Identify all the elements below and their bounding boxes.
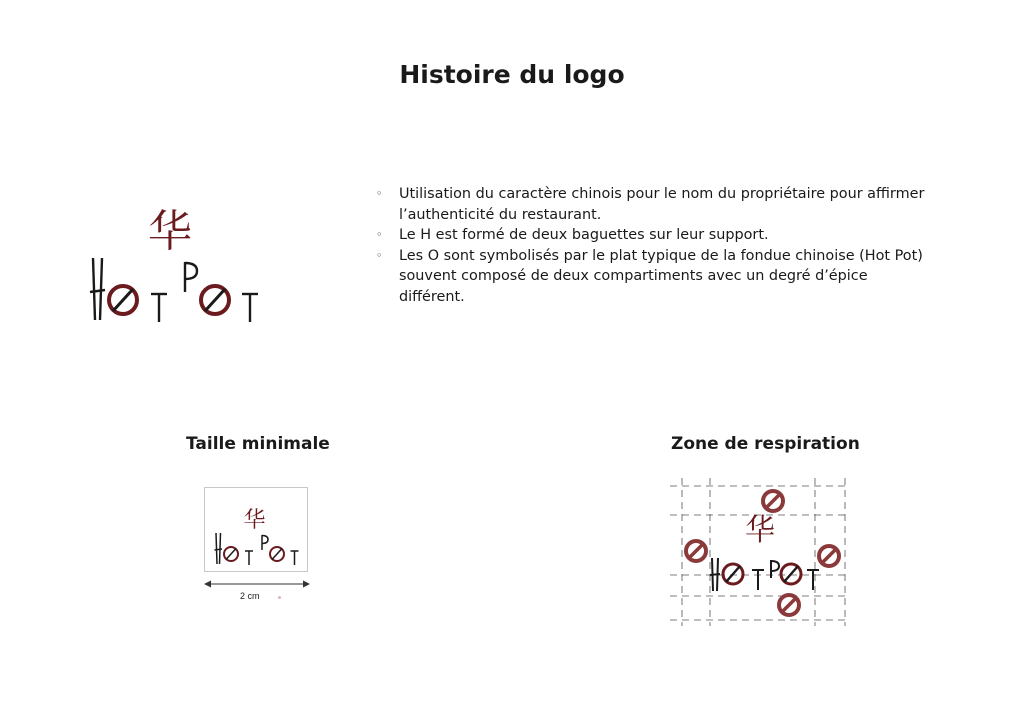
logo-history-list [374,184,934,307]
clearspace-marker [819,546,839,566]
bullet-marker: ◦ [376,187,383,200]
minimal-size-title: Taille minimale [186,434,330,454]
dimension-arrow [202,578,312,590]
bullet-marker: ◦ [376,248,383,262]
bullet-marker: ◦ [376,228,383,241]
svg-text:华: 华 [745,513,775,548]
clearspace-markers [686,491,839,615]
list-item [374,184,934,225]
logo-wordmark [90,258,258,322]
bullet-text: Utilisation du caractère chinois pour le nom du propriétaire pour affirmer l’authenticité du restaurant. [399,186,925,223]
clearspace-title: Zone de respiration [671,434,860,454]
list-item [374,225,934,246]
clearspace-marker [779,595,799,615]
svg-text:华: 华 [243,508,266,533]
clearspace-diagram [670,478,860,628]
logo-character: 华 [148,206,192,257]
decorative-dot [278,596,281,599]
main-logo [85,200,265,330]
clearspace-marker [686,541,706,561]
list-item [374,246,934,308]
minimal-size-logo [212,504,302,569]
bullet-text: Le H est formé de deux baguettes sur leur support. [399,227,769,243]
clearspace-marker [763,491,783,511]
clearspace-logo [710,513,819,591]
bullet-text: Les O sont symbolisés par le plat typique de la fondue chinoise (Hot Pot) souvent composé de deux compartiments avec un degré d’épice différent. [399,247,923,305]
dimension-label: 2 cm [240,591,260,601]
page-title: Histoire du logo [399,60,625,89]
